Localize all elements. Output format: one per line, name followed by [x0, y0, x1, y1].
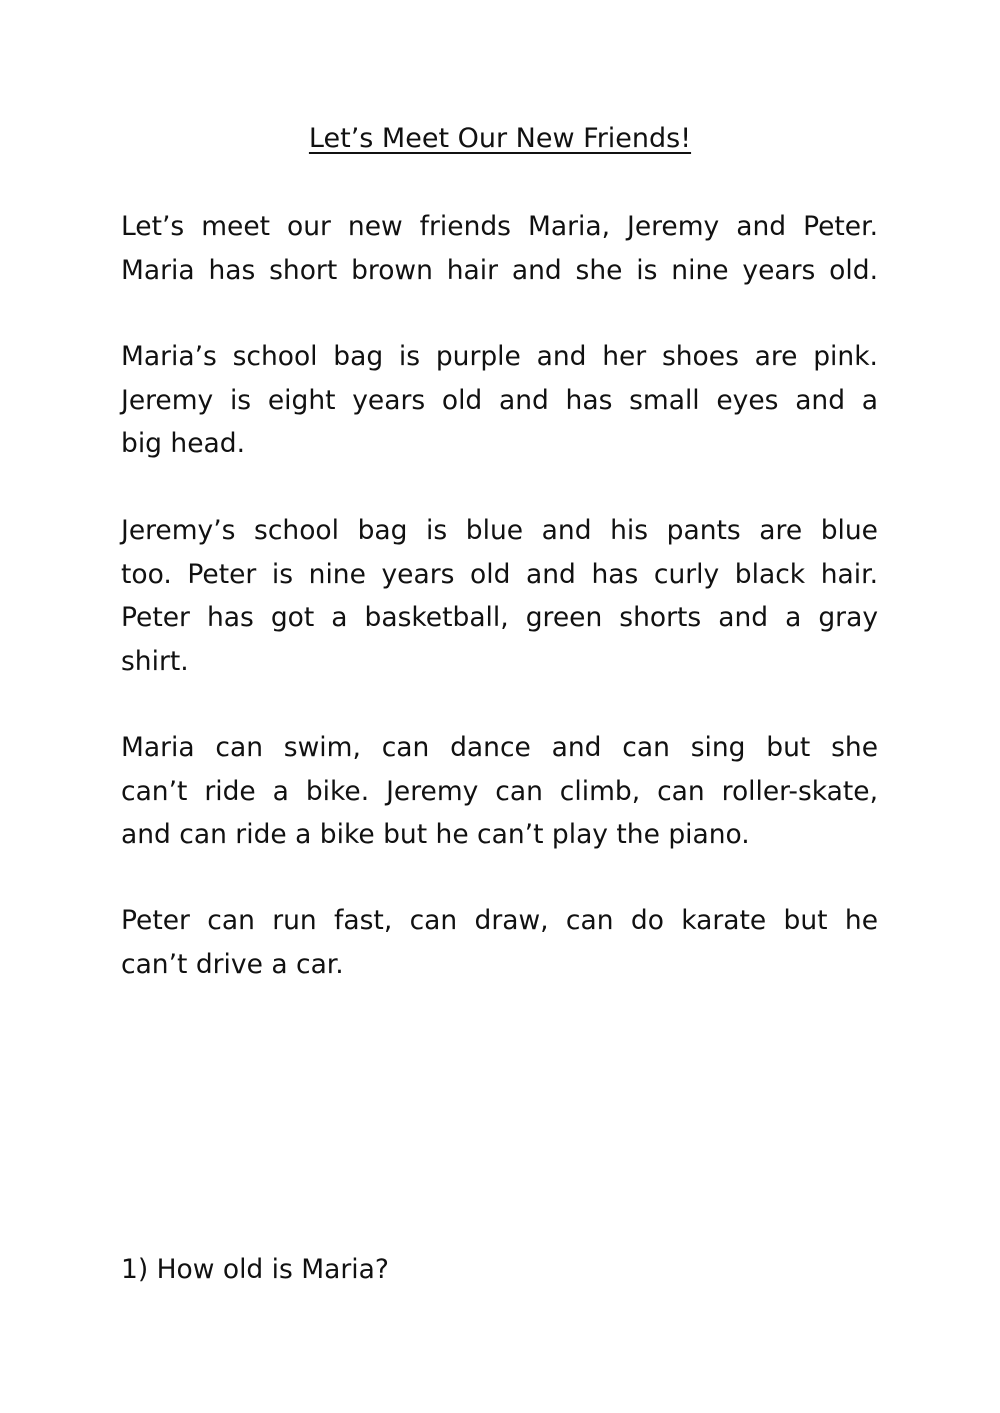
paragraph-line: shirt. [121, 645, 189, 677]
paragraph-line: can’t drive a car. [121, 948, 344, 980]
question-1: 1) How old is Maria? [121, 1254, 389, 1285]
paragraph-5 [121, 899, 878, 986]
paragraph-line: too. Peter is nine years old and has curly black hair. [121, 558, 878, 590]
paragraph-line: and can ride a bike but he can’t play the piano. [121, 819, 750, 850]
page-title: Let’s Meet Our New Friends! [308, 123, 692, 154]
paragraph-line: Peter can run fast, can draw, can do karate but he [121, 905, 878, 936]
paragraph-1 [121, 205, 878, 292]
paragraph-4 [121, 726, 878, 857]
paragraph-line: can’t ride a bike. Jeremy can climb, can roller-skate, [121, 775, 878, 807]
paragraph-3 [121, 509, 878, 683]
paragraph-line: Jeremy’s school bag is blue and his pants are blue [121, 515, 878, 546]
paragraph-line: Maria can swim, can dance and can sing but she [121, 732, 878, 763]
paragraph-line: Peter has got a basketball, green shorts and a gray [121, 602, 878, 633]
paragraph-2 [121, 335, 878, 466]
paragraph-line: Jeremy is eight years old and has small eyes and a [121, 384, 878, 416]
paragraph-line: Let’s meet our new friends Maria, Jeremy and Peter. [121, 211, 878, 242]
paragraph-line: Maria’s school bag is purple and her shoes are pink. [121, 341, 878, 372]
paragraph-line: Maria has short brown hair and she is nine years old. [121, 254, 878, 286]
paragraph-line: big head. [121, 428, 246, 459]
